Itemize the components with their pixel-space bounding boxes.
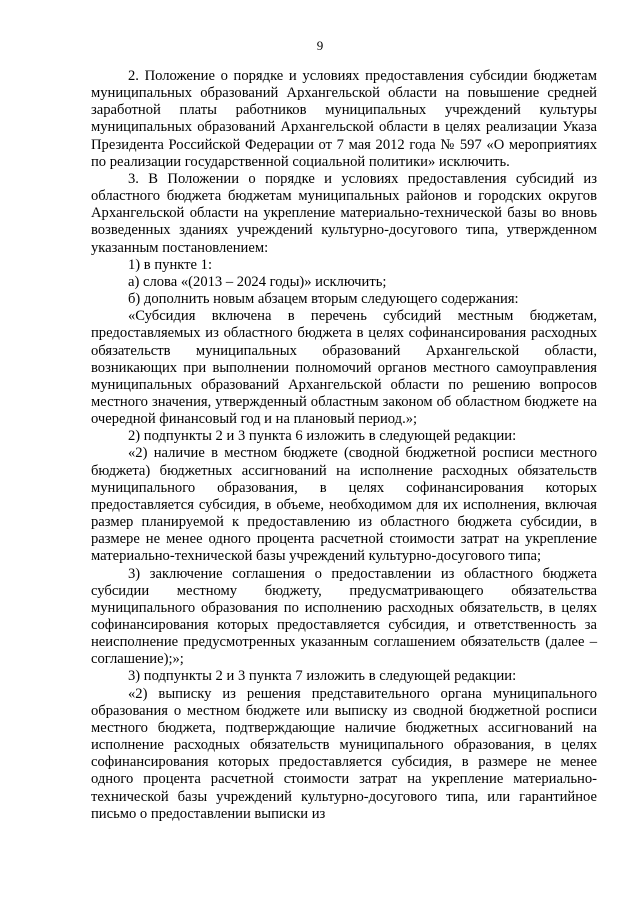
paragraph-subitem-1: 1) в пункте 1:	[128, 256, 213, 273]
page-number: 9	[316, 38, 324, 53]
paragraph-item-3-regulation: 3. В Положении о порядке и условиях предоставления субсидий из областного бюджета бюджетам муниципальных районов и городских округов Архангельской области на укрепление материально-технической базы во вновь возведенных зданиях учреждений культурно-досугового типа, утвержденном указанным постановлением:	[91, 170, 597, 256]
paragraph-quote-point-3: 3) заключение соглашения о предоставлении из областного бюджета субсидии местному бюджету, предусматривающего обязательства муниципального образования по исполнению расходных обязательств, в целях софинансирования которых предоставляется субсидия, и ответственность за неисполнение предусмотренных указанным соглашением обязательств (далее – соглашение);»;	[91, 565, 597, 668]
paragraph-subitem-1a: а) слова «(2013 – 2024 годы)» исключить;	[128, 273, 387, 290]
paragraph-quote-point-2: «2) наличие в местном бюджете (сводной бюджетной росписи местного бюджета) бюджетных ассигнований на исполнение расходных обязательств муниципального образования, в целях софинансирования которых предоставляется субсидия, в объеме, необходимом для их исполнения, включая размер планируемой к предоставлению из областного бюджета субсидии, в размере не менее одного процента расчетной стоимости затрат на укрепление материально-технической базы учреждений культурно-досугового типа;	[91, 445, 597, 565]
paragraph-quote-subsidy: «Субсидия включена в перечень субсидий местным бюджетам, предоставляемых из областного бюджета в целях софинансирования расходных обязательств муниципальных образований Архангельской области, возникающих при выполнении полномочий органов местного самоуправления муниципальных образований Архангельской области по решению вопросов местного значения, утвержденный областным законом об областном бюджете на очередной финансовый год и на плановый период.»;	[91, 308, 597, 428]
paragraph-item-2-regulation: 2. Положение о порядке и условиях предоставления субсидии бюджетам муниципальных образований Архангельской области на повышение средней заработной платы работников муниципальных учреждений культуры муниципальных образований Архангельской области в целях реализации Указа Президента Российской Федерации от 7 мая 2012 года № 597 «О мероприятиях по реализации государственной социальной политики» исключить.	[91, 68, 597, 170]
paragraph-subitem-3: 3) подпункты 2 и 3 пункта 7 изложить в следующей редакции:	[128, 668, 517, 685]
paragraph-subitem-1b: б) дополнить новым абзацем вторым следующего содержания:	[128, 291, 519, 308]
paragraph-quote-extract: «2) выписку из решения представительного органа муниципального образования о местном бюджете или выписку из сводной бюджетной росписи местного бюджета, подтверждающие наличие бюджетных ассигнований на исполнение расходных обязательств муниципального образования, в целях софинансирования которых предоставляется субсидия, в размере не менее одного процента расчетной стоимости затрат на укрепление материально-технической базы учреждений культурно-досугового типа, или гарантийное письмо о предоставлении выписки из	[91, 685, 597, 822]
document-body	[91, 68, 597, 823]
paragraph-subitem-2: 2) подпункты 2 и 3 пункта 6 изложить в следующей редакции:	[128, 428, 517, 445]
